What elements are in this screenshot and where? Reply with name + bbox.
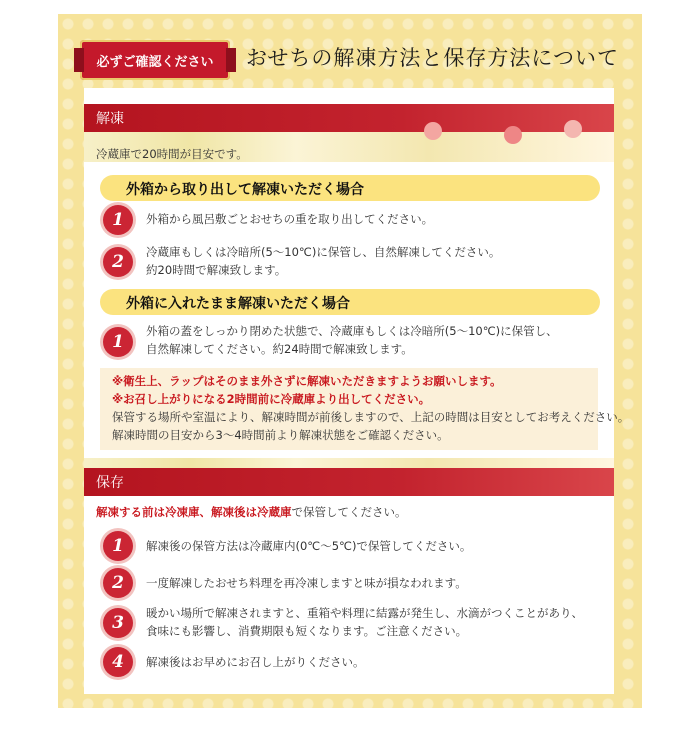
- thaw-intro: 冷蔵庫で20時間が目安です。: [96, 147, 248, 161]
- caution-line: ※お召し上がりになる2時間前に冷蔵庫より出してください。: [112, 392, 431, 406]
- step-text: 一度解凍したおせち料理を再冷凍しますと味が損なわれます。: [146, 576, 467, 590]
- section-title-thaw: 解凍: [96, 111, 124, 127]
- step-number: 1: [103, 205, 133, 235]
- step-number: 1: [103, 531, 133, 561]
- step-text: 約20時間で解凍致します。: [146, 263, 287, 277]
- step-text: 食味にも影響し、消費期限も短くなります。ご注意ください。: [146, 624, 468, 638]
- page-title: おせちの解凍方法と保存方法について: [246, 46, 619, 70]
- step-text: 冷蔵庫もしくは冷暗所(5～10℃)に保管し、自然解凍してください。: [146, 245, 501, 259]
- caution-box: [100, 368, 630, 450]
- flower-icon: [564, 120, 582, 138]
- step-number: 2: [103, 568, 133, 598]
- intro-part: 、: [199, 505, 211, 519]
- storage-intro: [96, 503, 407, 521]
- intro-part: で保管してください。: [291, 505, 407, 519]
- step-text: 解凍後の保管方法は冷蔵庫内(0℃～5℃)で保管してください。: [146, 539, 472, 553]
- caution-line: ※衛生上、ラップはそのまま外さずに解凍いただきますようお願いします。: [112, 374, 502, 388]
- step-text: 暖かい場所で解凍されますと、重箱や料理に結露が発生し、水滴がつくことがあり、: [146, 606, 583, 620]
- step-text: 解凍後はお早めにお召し上がりください。: [146, 655, 365, 669]
- section-banner-storage: [84, 468, 614, 496]
- step-text: 外箱から風呂敷ごとおせちの重を取り出してください。: [146, 212, 434, 226]
- flower-icon: [504, 126, 522, 144]
- step-text: 自然解凍してください。約24時間で解凍致します。: [146, 342, 413, 356]
- intro-part: 冷蔵庫: [257, 505, 292, 519]
- case-title-1: 外箱から取り出して解凍いただく場合: [126, 182, 364, 198]
- case-title-2: 外箱に入れたまま解凍いただく場合: [126, 296, 350, 312]
- step-text: 外箱の蓋をしっかり閉めた状態で、冷蔵庫もしくは冷暗所(5～10℃)に保管し、: [146, 324, 558, 338]
- caution-line: 解凍時間の目安から3～4時間前より解凍状態をご確認ください。: [112, 428, 449, 442]
- case-header-2: [100, 289, 600, 315]
- step-number: 4: [103, 647, 133, 677]
- flower-icon: [424, 122, 442, 140]
- case-header-1: [100, 175, 600, 201]
- notice-badge: 必ずご確認ください: [80, 40, 230, 80]
- section-title-storage: 保存: [96, 475, 124, 491]
- step-number: 3: [103, 608, 133, 638]
- intro-part: 解凍する前は: [96, 505, 165, 519]
- section-banner-thaw: [84, 104, 614, 132]
- step-number: 2: [103, 247, 133, 277]
- step-number: 1: [103, 327, 133, 357]
- floral-decoration: [84, 458, 614, 468]
- intro-part: 解凍後は: [211, 505, 257, 519]
- intro-part: 冷凍庫: [165, 505, 200, 519]
- caution-line: 保管する場所や室温により、解凍時間が前後しますので、上記の時間は目安としてお考えください。: [112, 410, 630, 424]
